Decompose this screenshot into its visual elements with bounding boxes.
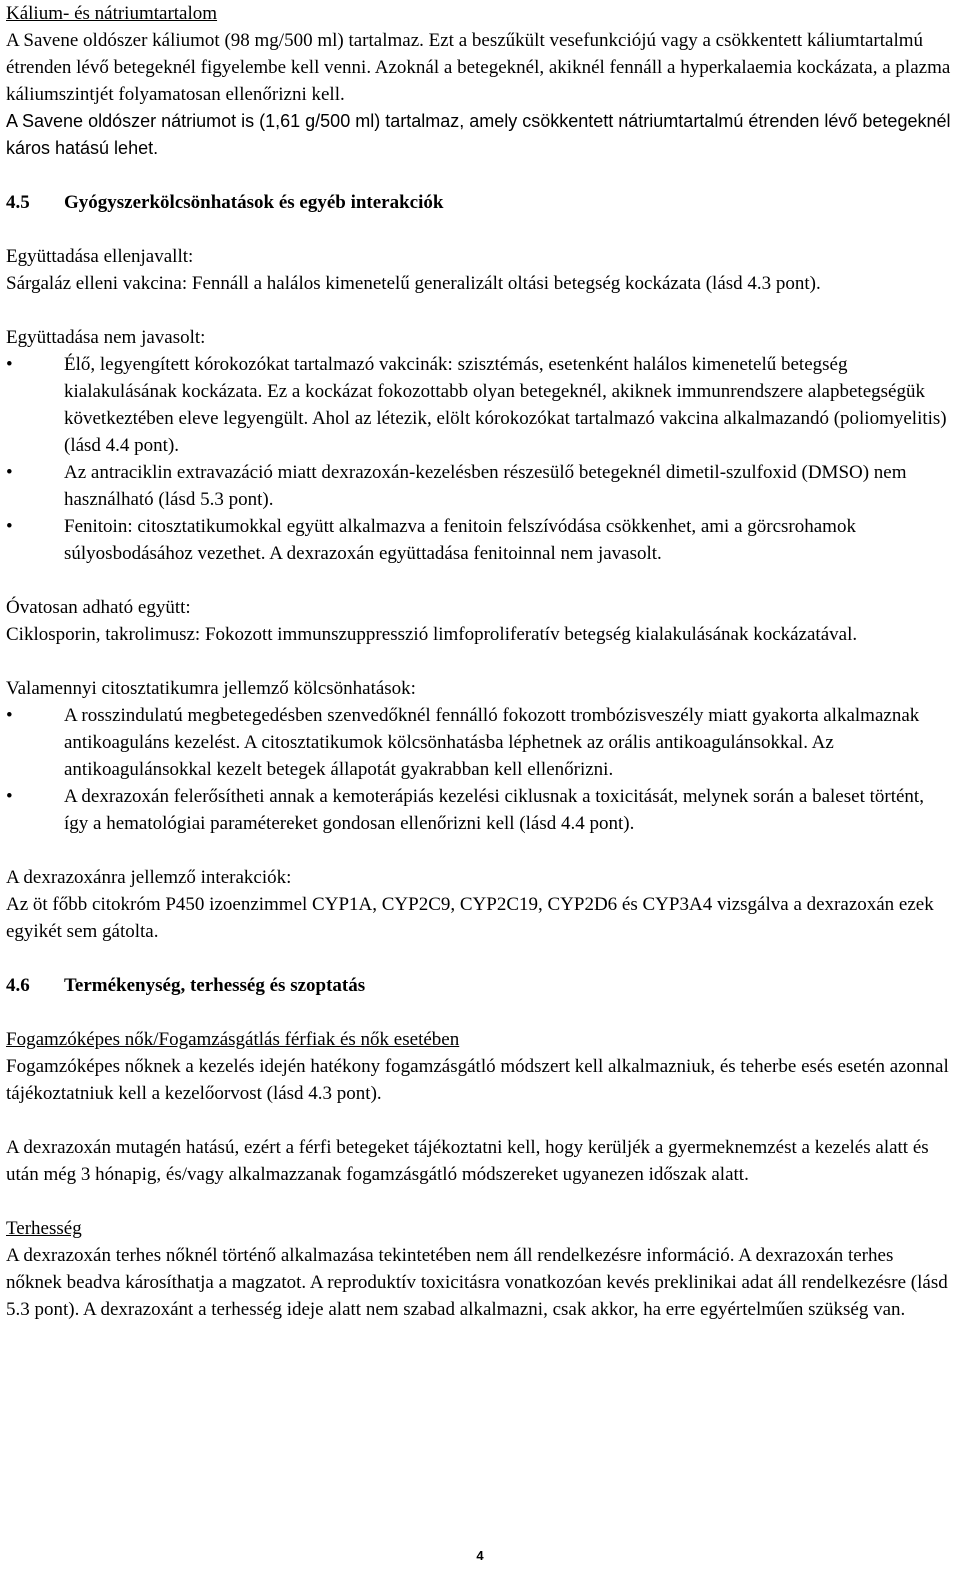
contraception-heading: Fogamzóképes nők/Fogamzásgátlás férfiak és nők esetében bbox=[6, 1029, 460, 1050]
list-item: • Élő, legyengített kórokozókat tartalmazó vakcinák: szisztémás, esetenként halálos kimenetelű betegség kialakulásának kockázata. Ez a kockázat fokozottabb olyan betegeknél, akiknek immunrendszere alapbetegségük következtében eleve legyengült. Ahol az létezik, elölt kórokozókat tartalmazó vakcina alkalmazandó (poliomyelitis) (lásd 4.4 pont). bbox=[6, 351, 952, 459]
list-item: • A dexrazoxán felerősítheti annak a kemoterápiás kezelési ciklusnak a toxicitását, melynek során a baleset történt, így a hematológiai paramétereket gondosan ellenőrizni kell (lásd 4.4 pont). bbox=[6, 783, 952, 837]
dexrazoxane-label: A dexrazoxánra jellemző interakciók: bbox=[6, 867, 292, 888]
section-title: Termékenység, terhesség és szoptatás bbox=[64, 975, 366, 996]
contraception-paragraph-2: A dexrazoxán mutagén hatású, ezért a férfi betegeket tájékoztatni kell, hogy kerüljék a gyermeknemzést a kezelés alatt és után még 3 hónapig, és/vagy alkalmazzanak fogamzásgátló módszereket ugyanezen időszak alatt. bbox=[6, 1137, 929, 1185]
page-number: 4 bbox=[476, 1548, 484, 1563]
potassium-paragraph: A Savene oldószer káliumot (98 mg/500 ml) tartalmaz. Ezt a beszűkült vesefunkciójú vagy a csökkentett káliumtartalmú étrenden lévő betegeknél figyelembe kell venni. Azoknál a betegeknél, akiknél fennáll a hyperkalaemia kockázata, a plazma káliumszintjét folyamatosan ellenőrizni kell. bbox=[6, 30, 951, 105]
potassium-sodium-heading: Kálium- és nátriumtartalom bbox=[6, 3, 218, 24]
contraception-paragraph-1: Fogamzóképes nőknek a kezelés idején hatékony fogamzásgátló módszert kell alkalmazniuk, és teherbe esés esetén azonnal tájékoztatniuk kell a kezelőorvost (lásd 4.3 pont). bbox=[6, 1056, 949, 1104]
cytostatic-label: Valamennyi citosztatikumra jellemző kölcsönhatások: bbox=[6, 678, 416, 699]
list-item: • Az antraciklin extravazáció miatt dexrazoxán-kezelésben részesülő betegeknél dimetil-szulfoxid (DMSO) nem használható (lásd 5.3 pont). bbox=[6, 459, 952, 513]
section-number: 4.5 bbox=[6, 192, 30, 213]
dexrazoxane-text: Az öt főbb citokróm P450 izoenzimmel CYP1A, CYP2C9, CYP2C19, CYP2D6 és CYP3A4 vizsgálva a dexrazoxán ezek egyikét sem gátolta. bbox=[6, 894, 934, 942]
sodium-paragraph: A Savene oldószer nátriumot is (1,61 g/500 ml) tartalmaz, amely csökkentett nátriumtartalmú étrenden lévő betegeknél káros hatású lehet. bbox=[6, 111, 951, 158]
document-page bbox=[6, 0, 952, 1323]
section-4-6-heading bbox=[6, 972, 952, 999]
contraindicated-label: Együttadása ellenjavallt: bbox=[6, 246, 194, 267]
pregnancy-heading: Terhesség bbox=[6, 1218, 82, 1239]
caution-text: Ciklosporin, takrolimusz: Fokozott immunszuppresszió limfoproliferatív betegség kialakulásának kockázatával. bbox=[6, 624, 858, 645]
not-recommended-label: Együttadása nem javasolt: bbox=[6, 327, 206, 348]
contraindicated-text: Sárgaláz elleni vakcina: Fennáll a halálos kimenetelű generalizált oltási betegség kockázata (lásd 4.3 pont). bbox=[6, 273, 821, 294]
list-item: • A rosszindulatú megbetegedésben szenvedőknél fennálló fokozott trombózisveszély miatt gyakorta alkalmaznak antikoaguláns kezelést. A citosztatikumok kölcsönhatásba léphetnek az orális antikoagulánsokkal. Az antikoagulánsokkal kezelt betegek állapotát gyakrabban kell ellenőrizni. bbox=[6, 702, 952, 783]
section-title: Gyógyszerkölcsönhatások és egyéb interakciók bbox=[64, 192, 444, 213]
section-4-5-heading bbox=[6, 189, 952, 216]
caution-label: Óvatosan adható együtt: bbox=[6, 597, 191, 618]
not-recommended-list bbox=[6, 351, 952, 567]
pregnancy-paragraph: A dexrazoxán terhes nőknél történő alkalmazása tekintetében nem áll rendelkezésre információ. A dexrazoxán terhes nőknek beadva károsíthatja a magzatot. A reproduktív toxicitásra vonatkozóan kevés preklinikai adat áll rendelkezésre (lásd 5.3 pont). A dexrazoxánt a terhesség ideje alatt nem szabad alkalmazni, csak akkor, ha erre egyértelműen szükség van. bbox=[6, 1245, 948, 1320]
section-number: 4.6 bbox=[6, 975, 30, 996]
list-item: • Fenitoin: citosztatikumokkal együtt alkalmazva a fenitoin felszívódása csökkenhet, ami a görcsrohamok súlyosbodásához vezethet. A dexrazoxán együttadása fenitoinnal nem javasolt. bbox=[6, 513, 952, 567]
cytostatic-list bbox=[6, 702, 952, 837]
